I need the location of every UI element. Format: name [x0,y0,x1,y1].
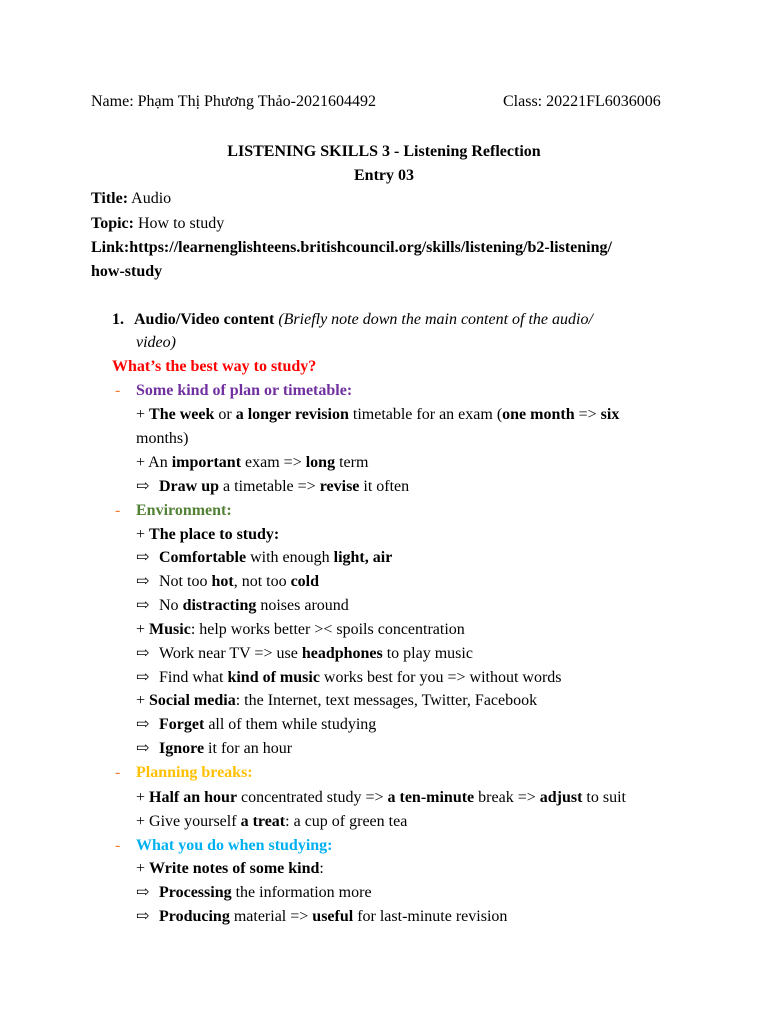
breaks-line-2: + Give yourself a treat: a cup of green tea [136,813,408,830]
topic-value: How to study [133,215,225,232]
title-line [91,188,171,210]
env-line-2: ⇨ Comfortable with enough light, air [136,547,392,569]
section-heading [112,309,593,331]
arrow-icon: ⇨ [136,597,150,614]
section-note: (Briefly note down the main content of the audio/ [278,311,593,328]
doing-heading: What you do when studying: [136,837,333,854]
env-line-9: ⇨ Forget all of them while studying [136,714,376,736]
arrow-icon: ⇨ [136,908,150,925]
arrow-icon: ⇨ [136,478,150,495]
section-note-cont: video) [136,334,176,351]
link-line-2[interactable]: how-study [91,263,163,280]
main-question: What’s the best way to study? [112,358,317,375]
env-line-3: ⇨ Not too hot, not too cold [136,571,319,593]
section-number: 1. [112,311,124,328]
plan-heading: Some kind of plan or timetable: [136,382,353,399]
env-heading: Environment: [136,502,232,519]
link-line-1[interactable]: Link:https://learnenglishteens.britishcouncil.org/skills/listening/b2-listening/ [91,239,612,256]
env-line-7: ⇨ Find what kind of music works best for you => without words [136,667,562,689]
doing-line-1: + Write notes of some kind: [136,860,324,877]
env-line-8: + Social media: the Internet, text messages, Twitter, Facebook [136,692,538,709]
plan-line-4: ⇨ Draw up a timetable => revise it often [136,476,409,498]
arrow-icon: ⇨ [136,549,150,566]
topic-label: Topic: [91,215,134,232]
document-title: LISTENING SKILLS 3 - Listening Reflection [227,143,541,160]
arrow-icon: ⇨ [136,716,150,733]
student-name: Name: Phạm Thị Phương Thảo-2021604492 [91,93,376,110]
arrow-icon: ⇨ [136,669,150,686]
env-line-10: ⇨ Ignore it for an hour [136,738,292,760]
env-line-5: + Music: help works better >< spoils concentration [136,621,465,638]
plan-line-2: months) [136,430,189,447]
doing-line-2: ⇨ Processing the information more [136,882,372,904]
arrow-icon: ⇨ [136,884,150,901]
arrow-icon: ⇨ [136,645,150,662]
bullet-dash: - [115,502,121,519]
title-value: Audio [128,190,172,207]
env-line-1: + The place to study: [136,526,280,543]
entry-number: Entry 03 [354,167,414,184]
title-label: Title: [91,190,129,207]
bullet-dash: - [115,382,121,399]
bullet-dash: - [115,837,121,854]
topic-line [91,213,224,235]
breaks-line-1: + Half an hour concentrated study => a ten-minute break => adjust to suit [136,789,626,806]
doing-line-3: ⇨ Producing material => useful for last-minute revision [136,906,507,928]
plan-line-3: + An important exam => long term [136,454,369,471]
section-title: Audio/Video content [134,311,275,328]
env-line-4: ⇨ No distracting noises around [136,595,349,617]
plan-line-1: + The week or a longer revision timetable for an exam (one month => six [136,406,620,423]
bullet-dash: - [115,764,121,781]
env-line-6: ⇨ Work near TV => use headphones to play music [136,643,473,665]
breaks-heading: Planning breaks: [136,764,253,781]
class-code: Class: 20221FL6036006 [503,93,661,110]
arrow-icon: ⇨ [136,573,150,590]
arrow-icon: ⇨ [136,740,150,757]
